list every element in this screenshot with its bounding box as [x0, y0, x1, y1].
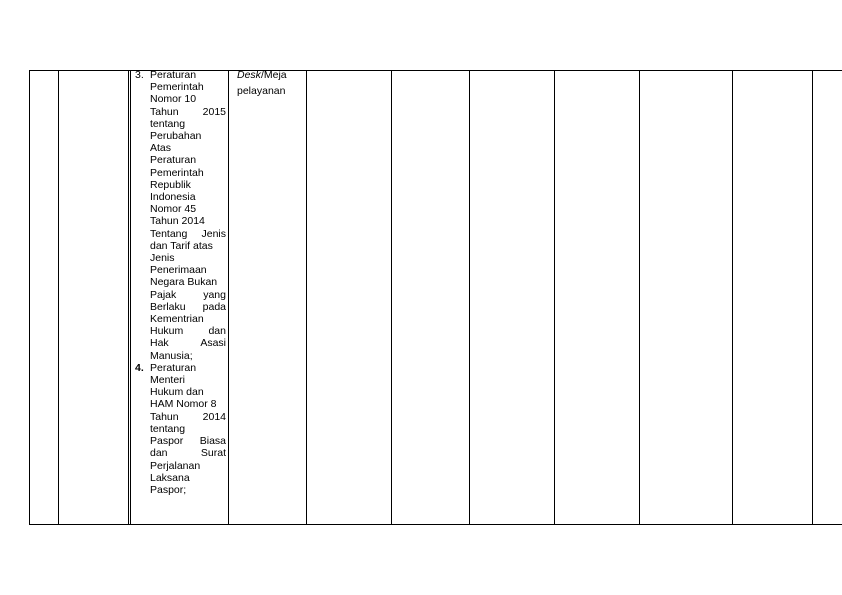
table-column-border	[128, 70, 131, 525]
legal-basis-line: Republik	[150, 178, 191, 191]
legal-basis-word: 2014	[202, 410, 226, 423]
legal-basis-line: Peraturan	[150, 69, 197, 81]
legal-basis-line: Nomor 45	[150, 203, 197, 216]
legal-basis-line: Tahun 2014	[150, 215, 205, 228]
legal-basis-word: Surat	[200, 447, 226, 460]
service-point-italic: Desk	[237, 69, 261, 81]
legal-basis-line: Peraturan	[150, 361, 197, 374]
legal-basis-line: Perubahan	[150, 130, 202, 143]
legal-basis-line	[150, 301, 226, 313]
table-column-border	[58, 70, 59, 525]
service-point-second-line: pelayanan	[237, 85, 286, 98]
legal-basis-line: Perjalanan	[150, 459, 201, 472]
legal-basis-line	[150, 289, 226, 301]
legal-basis-word: Berlaku	[150, 300, 186, 313]
legal-basis-line: Nomor 10	[150, 93, 197, 106]
legal-basis-word: yang	[203, 288, 226, 301]
legal-basis-line	[150, 106, 226, 118]
legal-basis-item	[133, 362, 227, 496]
legal-basis-word: dan	[208, 325, 226, 338]
legal-basis-word: Paspor	[150, 435, 184, 448]
legal-basis-word: Biasa	[199, 435, 226, 448]
legal-basis-word: Hukum	[150, 325, 184, 338]
legal-basis-line: Penerimaan	[150, 264, 207, 277]
table-column-border	[391, 70, 392, 525]
legal-basis-line	[150, 337, 226, 349]
legal-basis-line	[150, 411, 226, 423]
legal-basis-word: Pajak	[150, 288, 177, 301]
legal-basis-word: Hak	[150, 337, 169, 350]
legal-basis-line: Pemerintah	[150, 166, 204, 179]
legal-basis-line: Laksana	[150, 471, 190, 484]
legal-basis-line: Negara Bukan	[150, 276, 218, 289]
legal-basis-line: Indonesia	[150, 191, 196, 204]
table-column-border	[639, 70, 640, 525]
legal-basis-line: dan Tarif atas	[150, 239, 213, 252]
table-column-border	[29, 70, 30, 525]
legal-basis-line: Jenis	[150, 252, 175, 265]
legal-basis-word: 2015	[202, 105, 226, 118]
table-column-border	[732, 70, 733, 525]
legal-basis-line: Kementrian	[150, 313, 204, 326]
legal-basis-line: Manusia;	[150, 349, 193, 362]
legal-basis-item	[133, 69, 227, 362]
legal-basis-line: Menteri	[150, 374, 186, 387]
table-bottom-border	[29, 524, 842, 525]
table-column-border	[554, 70, 555, 525]
legal-basis-item-number: 4.	[135, 361, 144, 374]
table-column-border	[812, 70, 813, 525]
legal-basis-item-number: 3.	[135, 69, 144, 81]
legal-basis-line: tentang	[150, 422, 186, 435]
table-column-border	[469, 70, 470, 525]
legal-basis-line: Paspor;	[150, 483, 187, 496]
table-column-border	[228, 70, 229, 525]
legal-basis-word: pada	[202, 300, 226, 313]
legal-basis-line: HAM Nomor 8	[150, 398, 217, 411]
service-point-cell	[237, 69, 303, 97]
legal-basis-line	[150, 435, 226, 447]
legal-basis-line	[150, 228, 226, 240]
legal-basis-line: Atas	[150, 142, 172, 155]
legal-basis-line: tentang	[150, 117, 186, 130]
table-column-border	[306, 70, 307, 525]
legal-basis-line: Pemerintah	[150, 81, 204, 94]
legal-basis-word: Jenis	[201, 227, 226, 240]
legal-basis-word: Tahun	[150, 105, 179, 118]
legal-basis-list	[133, 69, 227, 496]
legal-basis-word: dan	[150, 447, 168, 460]
legal-basis-line: Hukum dan	[150, 386, 204, 399]
legal-basis-word: Tahun	[150, 410, 179, 423]
legal-basis-line: Peraturan	[150, 154, 197, 167]
service-point-rest: /Meja	[260, 69, 287, 81]
legal-basis-word: Tentang	[150, 227, 188, 240]
service-point-line	[237, 69, 303, 81]
legal-basis-line	[150, 447, 226, 459]
legal-basis-word: Asasi	[200, 337, 226, 350]
legal-basis-line	[150, 325, 226, 337]
